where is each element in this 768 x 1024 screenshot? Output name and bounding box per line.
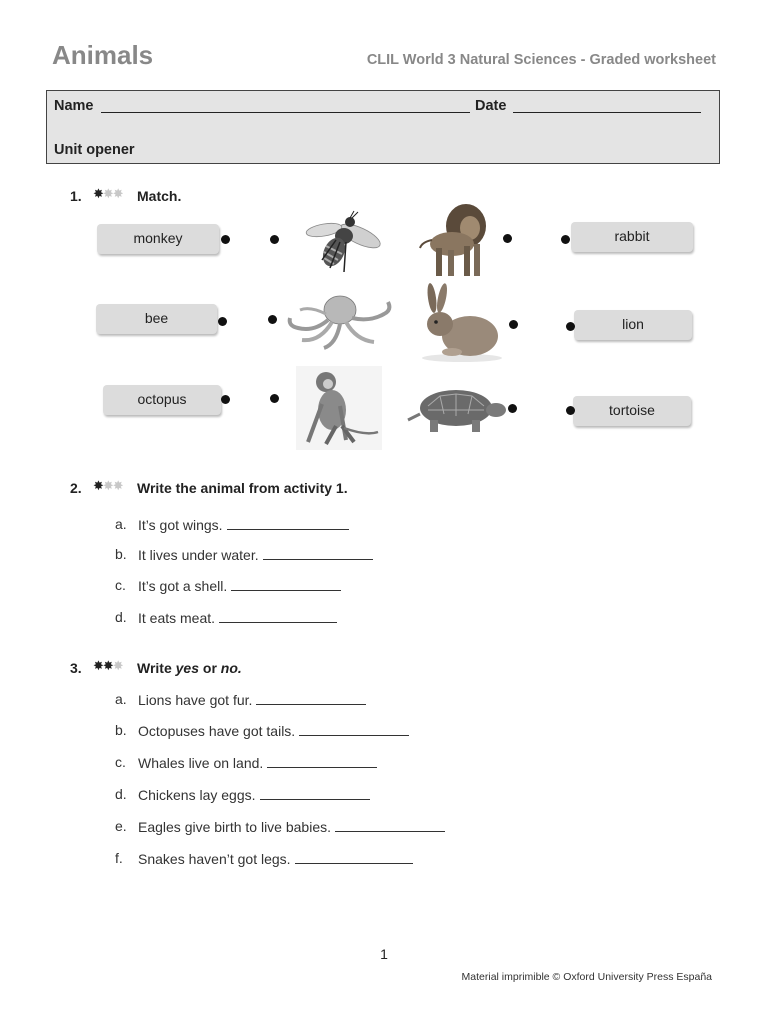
item-letter: b. bbox=[115, 722, 127, 738]
word-label: octopus bbox=[137, 391, 187, 407]
page-title: Animals bbox=[52, 40, 154, 70]
octopus-image bbox=[284, 292, 396, 352]
match-dot[interactable] bbox=[221, 395, 230, 404]
word-label: rabbit bbox=[614, 228, 650, 244]
match-dot[interactable] bbox=[509, 320, 518, 329]
activity-3-item-a bbox=[138, 691, 366, 708]
item-letter: a. bbox=[115, 691, 127, 707]
instruction-or: or bbox=[202, 660, 217, 676]
lion-image bbox=[418, 202, 490, 280]
star-empty-icon: ✸✸ bbox=[102, 478, 123, 493]
item-text: It’s got a shell. bbox=[138, 578, 228, 594]
star-filled-icon: ✸✸ bbox=[93, 658, 113, 673]
star-filled-icon: ✸ bbox=[93, 478, 103, 493]
activity-3-item-e bbox=[138, 818, 445, 835]
monkey-image bbox=[296, 366, 382, 450]
match-dot[interactable] bbox=[268, 315, 277, 324]
item-text: Chickens lay eggs. bbox=[138, 787, 256, 803]
word-label: tortoise bbox=[609, 402, 655, 418]
answer-blank[interactable] bbox=[299, 722, 409, 736]
difficulty-stars-1 bbox=[93, 186, 123, 202]
match-dot[interactable] bbox=[270, 394, 279, 403]
activity-3-item-f bbox=[138, 850, 413, 867]
activity-3-item-b bbox=[138, 722, 409, 739]
activity-2-item-a bbox=[138, 516, 349, 533]
star-empty-icon: ✸✸ bbox=[102, 186, 123, 201]
match-dot[interactable] bbox=[561, 235, 570, 244]
answer-blank[interactable] bbox=[231, 577, 341, 591]
answer-blank[interactable] bbox=[335, 818, 445, 832]
item-text: It’s got wings. bbox=[138, 517, 223, 533]
name-label: Name bbox=[54, 98, 94, 114]
item-text: Eagles give birth to live babies. bbox=[138, 819, 331, 835]
date-label: Date bbox=[475, 98, 507, 114]
item-text: It lives under water. bbox=[138, 547, 259, 563]
match-dot[interactable] bbox=[566, 406, 575, 415]
answer-blank[interactable] bbox=[256, 691, 366, 705]
star-filled-icon: ✸ bbox=[93, 186, 103, 201]
match-dot[interactable] bbox=[221, 235, 230, 244]
word-box-bee bbox=[96, 304, 217, 334]
instruction-yes: yes bbox=[175, 660, 199, 676]
item-letter: c. bbox=[115, 577, 126, 593]
activity-2-item-d bbox=[138, 609, 337, 626]
answer-blank[interactable] bbox=[295, 850, 413, 864]
item-letter: f. bbox=[115, 850, 123, 866]
answer-blank[interactable] bbox=[260, 786, 370, 800]
answer-blank[interactable] bbox=[227, 516, 349, 530]
instruction-prefix: Write bbox=[137, 660, 172, 676]
match-dot[interactable] bbox=[508, 404, 517, 413]
word-box-octopus bbox=[103, 385, 221, 415]
activity-2-instruction: Write the animal from activity 1. bbox=[137, 480, 348, 496]
word-box-lion bbox=[574, 310, 692, 340]
activity-3-number: 3. bbox=[70, 660, 82, 676]
date-field[interactable] bbox=[513, 112, 701, 113]
unit-label: Unit opener bbox=[54, 142, 135, 158]
item-letter: c. bbox=[115, 754, 126, 770]
word-label: lion bbox=[622, 316, 644, 332]
answer-blank[interactable] bbox=[219, 609, 337, 623]
match-dot[interactable] bbox=[566, 322, 575, 331]
difficulty-stars-3 bbox=[93, 658, 123, 674]
activity-2-number: 2. bbox=[70, 480, 82, 496]
item-text: Whales live on land. bbox=[138, 755, 264, 771]
answer-blank[interactable] bbox=[267, 754, 377, 768]
activity-3-instruction bbox=[137, 660, 242, 676]
word-box-rabbit bbox=[571, 222, 693, 252]
match-dot[interactable] bbox=[218, 317, 227, 326]
copyright-notice: Material imprimible © Oxford University Press España bbox=[461, 971, 712, 983]
rabbit-image bbox=[412, 282, 504, 362]
item-text: It eats meat. bbox=[138, 610, 216, 626]
activity-3-item-c bbox=[138, 754, 377, 771]
star-empty-icon: ✸ bbox=[112, 658, 123, 673]
item-text: Snakes haven’t got legs. bbox=[138, 851, 291, 867]
item-text: Lions have got fur. bbox=[138, 692, 253, 708]
item-letter: d. bbox=[115, 786, 127, 802]
item-letter: d. bbox=[115, 609, 127, 625]
item-letter: a. bbox=[115, 516, 127, 532]
word-label: bee bbox=[144, 310, 169, 326]
word-box-monkey bbox=[97, 224, 219, 254]
page-number: 1 bbox=[380, 946, 388, 962]
page-subtitle: CLIL World 3 Natural Sciences - Graded worksheet bbox=[366, 52, 716, 68]
word-label: monkey bbox=[133, 230, 183, 246]
tortoise-image bbox=[404, 386, 508, 436]
name-field[interactable] bbox=[101, 112, 470, 113]
activity-3-item-d bbox=[138, 786, 370, 803]
match-dot[interactable] bbox=[503, 234, 512, 243]
activity-1-instruction: Match. bbox=[137, 188, 182, 204]
item-letter: b. bbox=[115, 546, 127, 562]
activity-1-number: 1. bbox=[70, 188, 82, 204]
activity-2-item-b bbox=[138, 546, 373, 563]
answer-blank[interactable] bbox=[263, 546, 373, 560]
difficulty-stars-2 bbox=[93, 478, 123, 494]
instruction-no: no. bbox=[220, 660, 242, 676]
word-box-tortoise bbox=[573, 396, 691, 426]
activity-2-item-c bbox=[138, 577, 341, 594]
item-letter: e. bbox=[115, 818, 127, 834]
bee-image bbox=[300, 210, 384, 278]
student-info-box bbox=[46, 90, 720, 164]
match-dot[interactable] bbox=[270, 235, 279, 244]
item-text: Octopuses have got tails. bbox=[138, 723, 296, 739]
